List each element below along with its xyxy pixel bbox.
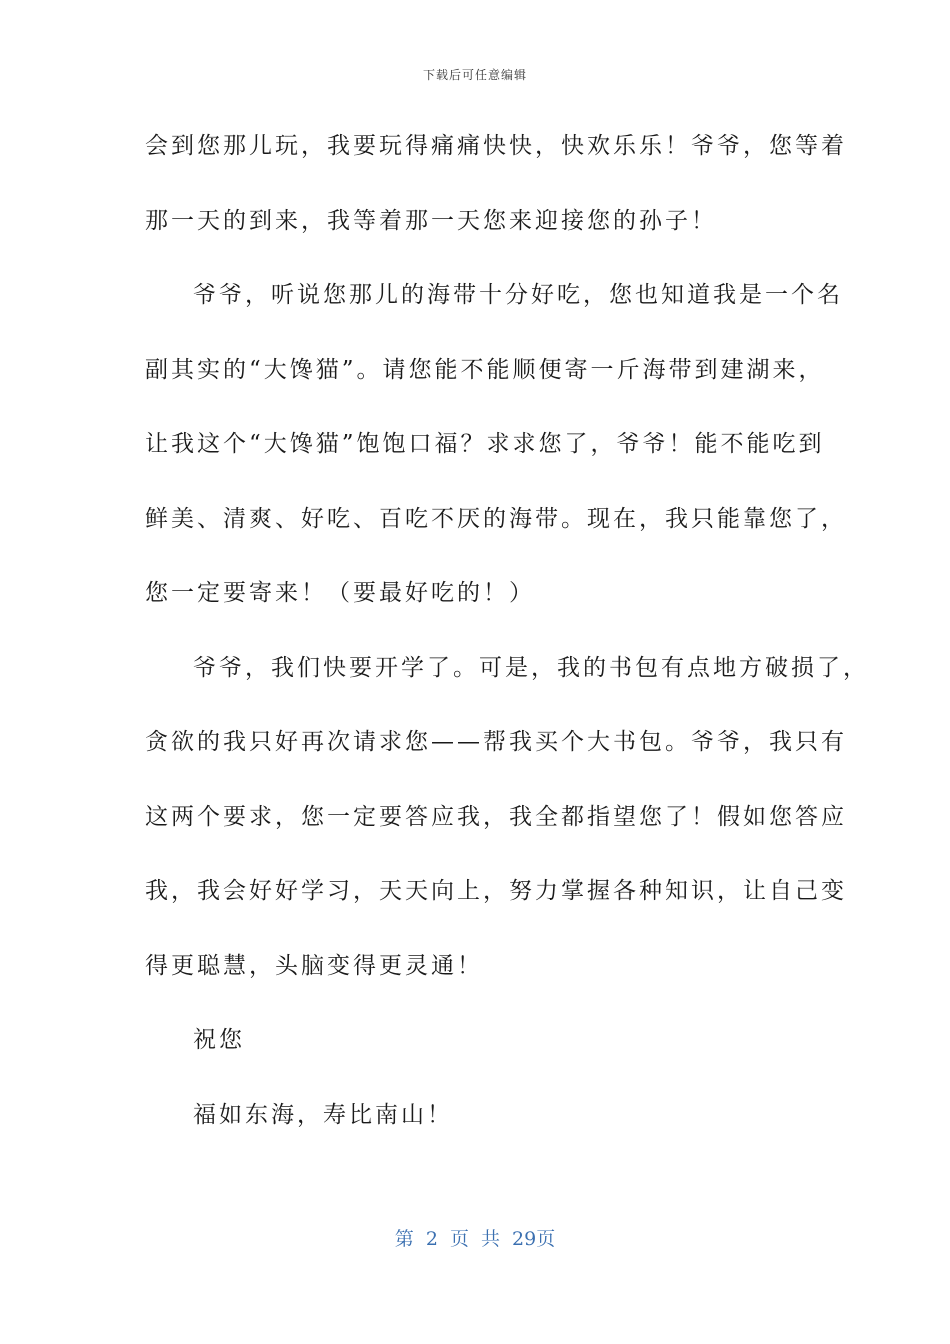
body-line: 我，我会好好学习，天天向上，努力掌握各种知识，让自己变 [145, 878, 847, 904]
body-line: 爷爷，听说您那儿的海带十分好吃，您也知道我是一个名 [193, 282, 843, 308]
body-line: 副其实的“大馋猫”。请您能不能顺便寄一斤海带到建湖来， [145, 356, 825, 383]
body-line: 会到您那儿玩，我要玩得痛痛快快，快欢乐乐！爷爷，您等着 [145, 133, 847, 159]
closing-wish: 福如东海，寿比南山！ [193, 1101, 453, 1128]
body-line: 鲜美、清爽、好吃、百吃不厌的海带。现在，我只能靠您了， [145, 505, 847, 532]
closing-salutation: 祝您 [193, 1027, 245, 1053]
body-line: 爷爷，我们快要开学了。可是，我的书包有点地方破损了， [193, 654, 869, 681]
page-header-note: 下载后可任意编辑 [422, 68, 527, 82]
document-body [145, 122, 869, 1165]
body-line: 那一天的到来，我等着那一天您来迎接您的孙子！ [145, 207, 717, 234]
body-line: 这两个要求，您一定要答应我，我全都指望您了！假如您答应 [145, 803, 847, 830]
body-line: 贪欲的我只好再次请求您——帮我买个大书包。爷爷，我只有 [145, 729, 847, 755]
page-number-footer: 第 2 页 共 29页 [394, 1228, 556, 1250]
body-line: 得更聪慧，头脑变得更灵通！ [145, 952, 483, 979]
body-line: 您一定要寄来！（要最好吃的！） [145, 580, 535, 606]
body-line: 让我这个“大馋猫”饱饱口福？求求您了，爷爷！能不能吃到 [145, 431, 825, 457]
